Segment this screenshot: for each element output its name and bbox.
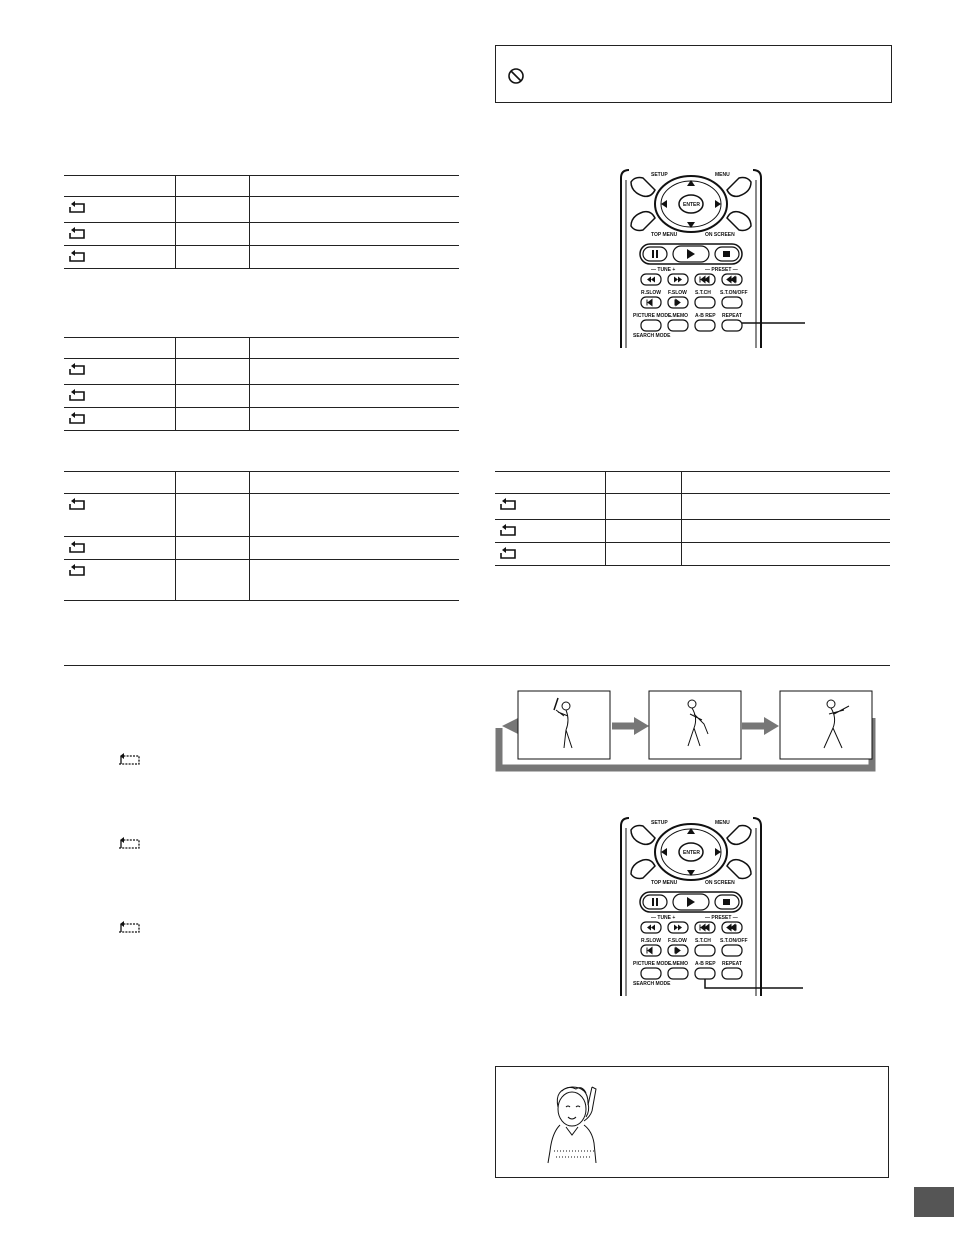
note-box xyxy=(495,1066,889,1178)
repeat-table-4 xyxy=(495,471,890,566)
st-onoff-button[interactable] xyxy=(722,297,742,308)
ab-repeat-icon xyxy=(117,836,141,852)
setup-label: SETUP xyxy=(651,820,668,826)
ab-rep-label: A-B REP xyxy=(695,961,716,967)
ab-repeat-icon xyxy=(117,752,141,768)
lmemo-button[interactable] xyxy=(668,968,688,979)
table-row xyxy=(495,494,890,520)
st-onoff-button[interactable] xyxy=(722,945,742,956)
repeat-icon xyxy=(497,524,519,538)
repeat-icon xyxy=(66,250,88,264)
callout-line xyxy=(705,979,803,988)
picture-mode-button[interactable] xyxy=(641,320,661,331)
ab-rep-label: A-B REP xyxy=(695,313,716,319)
repeat-icon xyxy=(66,412,88,426)
f-slow-label: F.SLOW xyxy=(668,290,687,296)
picture-mode-label: PICTURE MODE xyxy=(633,961,672,967)
lmemo-label: L.MEMO xyxy=(668,961,688,967)
stch-button[interactable] xyxy=(695,297,715,308)
st-onoff-label: S.T.ON/OFF xyxy=(720,290,748,296)
repeat-icon xyxy=(497,498,519,512)
ab-repeat-icon xyxy=(117,920,141,936)
table-header-row xyxy=(64,176,459,197)
preset-label: — PRESET — xyxy=(705,915,738,921)
repeat-icon xyxy=(66,227,88,241)
table-row xyxy=(64,223,459,246)
ab-repeat-illustration xyxy=(494,688,886,774)
table-header-row xyxy=(64,338,459,359)
repeat-icon xyxy=(66,541,88,555)
lmemo-button[interactable] xyxy=(668,320,688,331)
repeat-table-2 xyxy=(64,337,459,431)
table-row xyxy=(64,197,459,223)
prohibited-icon xyxy=(507,67,525,85)
picture-mode-label: PICTURE MODE xyxy=(633,313,672,319)
table-row xyxy=(495,543,890,566)
repeat-button[interactable] xyxy=(722,968,742,979)
on-screen-button[interactable] xyxy=(727,212,751,231)
repeat-icon xyxy=(66,564,88,578)
picture-mode-button[interactable] xyxy=(641,968,661,979)
person-illustration xyxy=(544,1081,604,1165)
repeat-icon xyxy=(66,498,88,512)
setup-label: SETUP xyxy=(651,172,668,178)
r-slow-label: R.SLOW xyxy=(641,290,661,296)
repeat-icon xyxy=(66,389,88,403)
on-screen-label: ON SCREEN xyxy=(705,232,735,238)
stch-button[interactable] xyxy=(695,945,715,956)
enter-label: ENTER xyxy=(683,202,700,208)
table-row xyxy=(64,537,459,560)
table-row xyxy=(64,246,459,269)
setup-button[interactable] xyxy=(631,178,655,197)
search-mode-label: SEARCH MODE xyxy=(633,333,671,339)
menu-label: MENU xyxy=(715,820,730,826)
repeat-icon xyxy=(66,201,88,215)
top-menu-label: TOP MENU xyxy=(651,232,678,238)
table-row xyxy=(495,520,890,543)
frame-b xyxy=(780,691,872,759)
setup-button[interactable] xyxy=(631,826,655,845)
remote-control-repeat xyxy=(615,168,810,350)
top-menu-button[interactable] xyxy=(631,860,655,879)
top-menu-label: TOP MENU xyxy=(651,880,678,886)
pause-button[interactable] xyxy=(643,895,667,909)
ab-rep-button[interactable] xyxy=(695,968,715,979)
on-screen-button[interactable] xyxy=(727,860,751,879)
f-slow-label: F.SLOW xyxy=(668,938,687,944)
search-mode-label: SEARCH MODE xyxy=(633,981,671,987)
repeat-icon xyxy=(66,363,88,377)
on-screen-label: ON SCREEN xyxy=(705,880,735,886)
menu-label: MENU xyxy=(715,172,730,178)
table-row xyxy=(64,359,459,385)
repeat-label: REPEAT xyxy=(722,961,742,967)
ab-rep-button[interactable] xyxy=(695,320,715,331)
table-header-row xyxy=(495,472,890,494)
tune-label: — TUNE + xyxy=(651,915,676,921)
frame-a xyxy=(518,691,610,759)
repeat-label: REPEAT xyxy=(722,313,742,319)
repeat-icon xyxy=(497,547,519,561)
menu-button[interactable] xyxy=(727,178,751,197)
enter-label: ENTER xyxy=(683,850,700,856)
menu-button[interactable] xyxy=(727,826,751,845)
page-number-tab xyxy=(914,1187,954,1217)
lmemo-label: L.MEMO xyxy=(668,313,688,319)
top-menu-button[interactable] xyxy=(631,212,655,231)
stch-label: S.T.CH xyxy=(695,938,711,944)
table-row xyxy=(64,494,459,537)
table-row xyxy=(64,408,459,431)
stch-label: S.T.CH xyxy=(695,290,711,296)
table-row xyxy=(64,385,459,408)
r-slow-label: R.SLOW xyxy=(641,938,661,944)
preset-label: — PRESET — xyxy=(705,267,738,273)
table-header-row xyxy=(64,472,459,494)
repeat-table-3 xyxy=(64,471,459,601)
tune-label: — TUNE + xyxy=(651,267,676,273)
table-row xyxy=(64,560,459,601)
repeat-table-1 xyxy=(64,175,459,269)
repeat-button[interactable] xyxy=(722,320,742,331)
section-divider xyxy=(64,665,890,666)
pause-button[interactable] xyxy=(643,247,667,261)
remote-control-ab-rep xyxy=(615,816,810,998)
prohibited-notice-box xyxy=(495,45,892,103)
st-onoff-label: S.T.ON/OFF xyxy=(720,938,748,944)
